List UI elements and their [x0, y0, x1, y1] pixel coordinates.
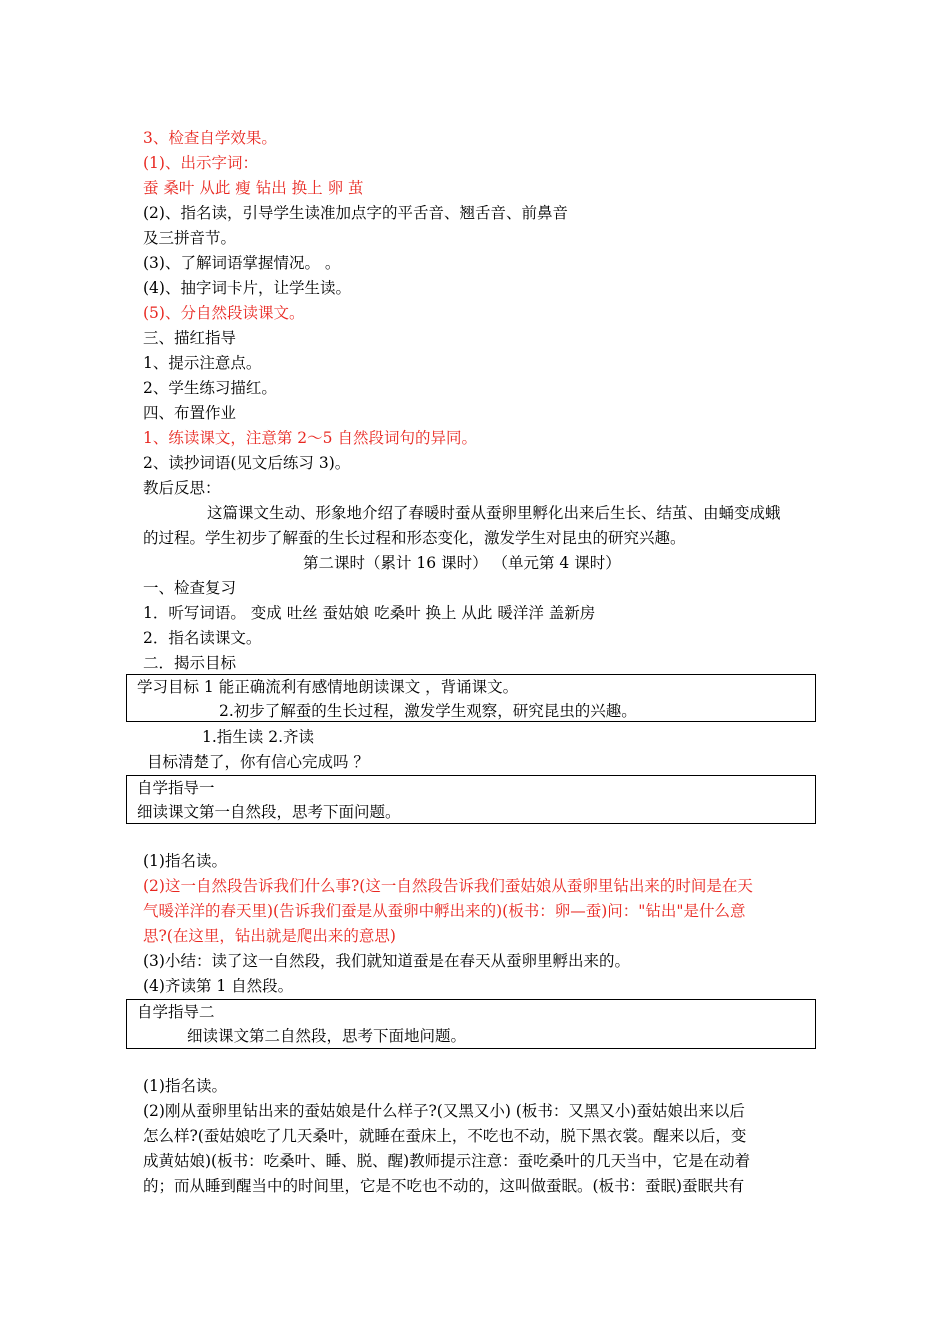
- guide2-step-2-line2: 怎么样?(蚕姑娘吃了几天桑叶，就睡在蚕床上，不吃也不动，脱下黑衣裳。醒来以后，变: [143, 1127, 747, 1145]
- guide2-step-2-line3: 成黄姑娘)(板书：吃桑叶、睡、脱、醒)教师提示注意：蚕吃桑叶的几天当中，它是在动着: [143, 1152, 751, 1170]
- self-study-guide-2-title: 自学指导二: [137, 1003, 215, 1021]
- reading-methods: 1.指生读 2.齐读: [202, 728, 315, 746]
- step-word-cards: (4)、抽字词卡片，让学生读。: [143, 279, 351, 297]
- lesson-two-heading: 第二课时（累计 16 课时） （单元第 4 课时）: [303, 554, 621, 572]
- self-study-guide-2-box: [126, 999, 816, 1049]
- section-heading-review: 一、检查复习: [143, 579, 237, 597]
- homework-item-2: 2、读抄词语(见文后练习 3)。: [143, 454, 351, 472]
- step-read-paragraphs: (5)、分自然段读课文。: [143, 304, 305, 322]
- section-heading-goals: 二．揭示目标: [143, 654, 237, 672]
- vocabulary-line: 蚕 桑叶 从此 瘦 钻出 换上 卵 茧: [143, 179, 364, 197]
- guide1-choral-read: (4)齐读第 1 自然段。: [143, 977, 294, 995]
- guide1-summary: (3)小结：读了这一自然段，我们就知道蚕是在春天从蚕卵里孵出来的。: [143, 952, 630, 970]
- step-read-aloud-cont: 及三拼音节。: [143, 229, 237, 247]
- guide1-step-2-line2: 气暖洋洋的春天里)(告诉我们蚕是从蚕卵中孵出来的)(板书：卵—蚕)问："钻出"是什么意: [143, 902, 746, 920]
- review-dictation: 1．听写词语。 变成 吐丝 蚕姑娘 吃桑叶 换上 从此 暖洋洋 盖新房: [143, 604, 596, 622]
- homework-item-1: 1、练读课文，注意第 2～5 自然段词句的异同。: [143, 429, 477, 447]
- self-study-guide-2-body: 细读课文第二自然段，思考下面地问题。: [187, 1027, 467, 1045]
- guide1-step-2-line1: (2)这一自然段告诉我们什么事?(这一自然段告诉我们蚕姑娘从蚕卵里钻出来的时间是在天: [143, 877, 753, 895]
- self-study-guide-1-body: 细读课文第一自然段，思考下面问题。: [137, 803, 401, 821]
- guide2-step-2-line1: (2)刚从蚕卵里钻出来的蚕姑娘是什么样子?(又黑又小) (板书：又黑又小)蚕姑娘出来以后: [143, 1102, 745, 1120]
- reflection-text-1: 这篇课文生动、形象地介绍了春暖时蚕从蚕卵里孵化出来后生长、结茧、由蛹变成蛾: [207, 504, 781, 522]
- tracing-point-1: 1、提示注意点。: [143, 354, 262, 372]
- self-study-guide-1-box: [126, 775, 816, 824]
- learning-goals-box: [126, 674, 816, 722]
- section-heading-check: 3、检查自学效果。: [143, 129, 277, 147]
- step-read-aloud: (2)、指名读，引导学生读准加点字的平舌音、翘舌音、前鼻音: [143, 204, 568, 222]
- self-study-guide-1-title: 自学指导一: [137, 779, 215, 797]
- section-heading-tracing: 三、描红指导: [143, 329, 237, 347]
- reflection-text-2: 的过程。学生初步了解蚕的生长过程和形态变化，激发学生对昆虫的研究兴趣。: [143, 529, 686, 547]
- learning-goal-2: 2.初步了解蚕的生长过程，激发学生观察，研究昆虫的兴趣。: [219, 702, 637, 720]
- guide2-step-2-line4: 的；而从睡到醒当中的时间里，它是不吃也不动的，这叫做蚕眠。(板书：蚕眠)蚕眠共有: [143, 1177, 745, 1195]
- guide1-step-1: (1)指名读。: [143, 852, 227, 870]
- reflection-heading: 教后反思：: [143, 479, 221, 497]
- section-heading-homework: 四、布置作业: [143, 404, 237, 422]
- tracing-point-2: 2、学生练习描红。: [143, 379, 277, 397]
- review-read-text: 2．指名读课文。: [143, 629, 262, 647]
- step-word-mastery: (3)、了解词语掌握情况。 。: [143, 254, 341, 272]
- step-show-words: (1)、出示字词：: [143, 154, 258, 172]
- guide1-step-2-line3: 思?(在这里，钻出就是爬出来的意思): [143, 927, 396, 945]
- confidence-question: 目标清楚了，你有信心完成吗 ？: [147, 753, 369, 771]
- learning-goal-1: 学习目标 1 能正确流利有感情地朗读课文 ，背诵课文。: [137, 678, 519, 696]
- guide2-step-1: (1)指名读。: [143, 1077, 227, 1095]
